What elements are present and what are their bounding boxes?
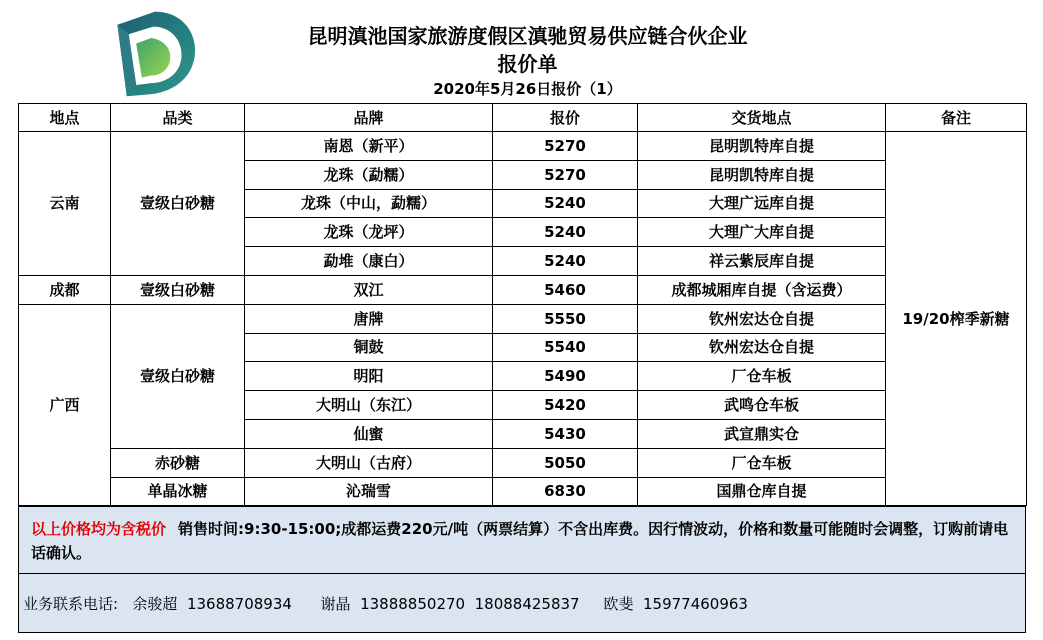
table-header-row (19, 104, 1027, 132)
column-header: 备注 (886, 104, 1027, 132)
document-subtitle: 报价单 (497, 52, 558, 76)
brand-cell: 大明山（古府） (245, 448, 493, 477)
contact-phone: 15977460963 (643, 595, 748, 613)
price-cell: 5240 (493, 218, 638, 247)
column-header: 品牌 (245, 104, 493, 132)
brand-cell: 大明山（东江） (245, 391, 493, 420)
brand-cell: 南恩（新平） (245, 132, 493, 161)
column-header: 品类 (111, 104, 245, 132)
category-cell: 壹级白砂糖 (111, 275, 245, 304)
price-cell: 5270 (493, 132, 638, 161)
delivery-cell: 厂仓车板 (638, 362, 886, 391)
category-cell: 壹级白砂糖 (111, 304, 245, 448)
column-header: 交货地点 (638, 104, 886, 132)
brand-cell: 沁瑞雪 (245, 477, 493, 506)
price-cell: 5420 (493, 391, 638, 420)
price-cell: 5240 (493, 189, 638, 218)
category-cell: 壹级白砂糖 (111, 132, 245, 276)
brand-cell: 唐牌 (245, 304, 493, 333)
brand-cell: 明阳 (245, 362, 493, 391)
sales-note-text: 销售时间:9:30-15:00;成都运费220元/吨（两票结算）不含出库费。因行情波动，价格和数量可能随时会调整，订购前请电话确认。 (31, 520, 1009, 562)
column-header: 报价 (493, 104, 638, 132)
contact-name: 余骏超 (132, 595, 178, 613)
price-cell: 5050 (493, 448, 638, 477)
table-row (19, 275, 1027, 304)
price-cell: 5540 (493, 333, 638, 362)
region-cell: 成都 (19, 275, 111, 304)
price-cell: 5550 (493, 304, 638, 333)
remark-cell: 19/20榨季新糖 (886, 132, 1027, 506)
contact-label: 业务联系电话: (23, 595, 119, 613)
delivery-cell: 钦州宏达仓自提 (638, 304, 886, 333)
table-row (19, 477, 1027, 506)
brand-cell: 龙珠（中山，勐糯） (245, 189, 493, 218)
delivery-cell: 厂仓车板 (638, 448, 886, 477)
price-cell: 5240 (493, 247, 638, 276)
price-cell: 5460 (493, 275, 638, 304)
contact-box (18, 573, 1026, 633)
price-cell: 5270 (493, 160, 638, 189)
contact-phone: 13688708934 (186, 595, 292, 613)
delivery-cell: 武宣鼎实仓 (638, 419, 886, 448)
delivery-cell: 钦州宏达仓自提 (638, 333, 886, 362)
document-title: 昆明滇池国家旅游度假区滇驰贸易供应链合伙企业 (307, 24, 748, 48)
column-header: 地点 (19, 104, 111, 132)
contact-name: 欧斐 (603, 595, 634, 613)
category-cell: 赤砂糖 (111, 448, 245, 477)
delivery-cell: 国鼎仓库自提 (638, 477, 886, 506)
delivery-cell: 武鸣仓车板 (638, 391, 886, 420)
category-cell: 单晶冰糖 (111, 477, 245, 506)
contact-name: 谢晶 (320, 595, 351, 613)
price-note-box (18, 506, 1026, 574)
brand-cell: 勐堆（康白） (245, 247, 493, 276)
delivery-cell: 昆明凯特库自提 (638, 132, 886, 161)
region-cell: 云南 (19, 132, 111, 276)
delivery-cell: 成都城厢库自提（含运费） (638, 275, 886, 304)
brand-cell: 龙珠（勐糯） (245, 160, 493, 189)
quote-date: 2020年5月26日报价（1） (433, 80, 622, 98)
brand-cell: 铜鼓 (245, 333, 493, 362)
price-cell: 6830 (493, 477, 638, 506)
region-cell: 广西 (19, 304, 111, 506)
price-cell: 5490 (493, 362, 638, 391)
brand-cell: 双江 (245, 275, 493, 304)
tax-inclusive-note: 以上价格均为含税价 (31, 520, 167, 538)
delivery-cell: 大理广大库自提 (638, 218, 886, 247)
table-row (19, 132, 1027, 161)
price-cell: 5430 (493, 419, 638, 448)
table-row (19, 448, 1027, 477)
delivery-cell: 祥云紫辰库自提 (638, 247, 886, 276)
table-row (19, 304, 1027, 333)
brand-cell: 龙珠（龙坪） (245, 218, 493, 247)
delivery-cell: 大理广远库自提 (638, 189, 886, 218)
price-table (18, 103, 1027, 506)
brand-cell: 仙蜜 (245, 419, 493, 448)
contact-phone: 13888850270 18088425837 (360, 595, 580, 613)
delivery-cell: 昆明凯特库自提 (638, 160, 886, 189)
